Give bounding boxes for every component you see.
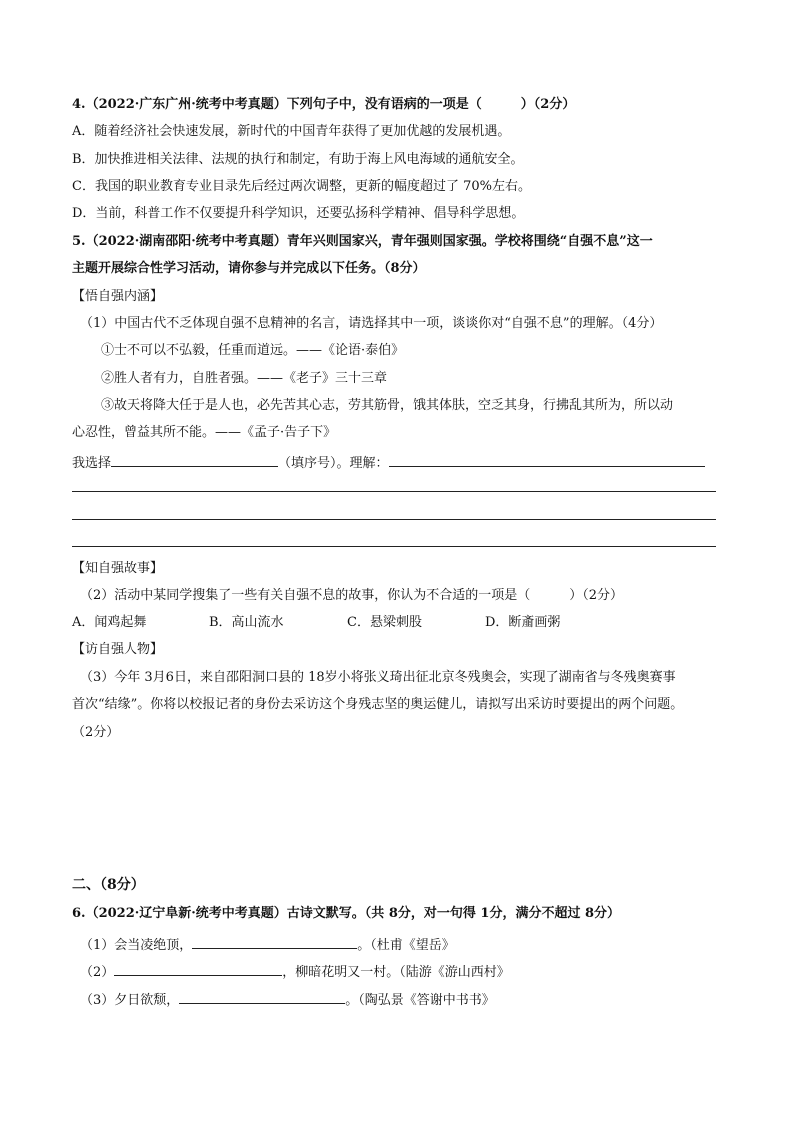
- understanding-blank[interactable]: [389, 452, 705, 467]
- sub3-line3: （2分）: [72, 725, 120, 740]
- sub2-prompt: （2）活动中某同学搜集了一些有关自强不息的故事，你认为不合适的一项是（ ）（2分）: [80, 588, 624, 603]
- choice-row: [72, 452, 705, 473]
- sub1-prompt: （1）中国古代不乏体现自强不息精神的名言，请选择其中一项，谈谈你对“自强不息”的理解。（4分）: [80, 316, 663, 331]
- answer-line-2[interactable]: [72, 519, 716, 520]
- q6-item-1-prefix: （1）会当凌绝顶，: [80, 938, 193, 953]
- sub2-option-a: A．闻鸡起舞: [72, 615, 147, 630]
- q5-stem-line2: 主题开展综合性学习活动，请你参与并完成以下任务。（8分）: [72, 261, 426, 276]
- choice-label: 我选择: [72, 456, 112, 471]
- q6-item-1: [80, 934, 455, 955]
- quote-3: ③故天将降大任于是人也，必先苦其心志，劳其筋骨，饿其体肤，空乏其身，行拂乱其所为，所以动: [101, 398, 674, 413]
- q4-option-a: A．随着经济社会快速发展，新时代的中国青年获得了更加优越的发展机遇。: [72, 124, 511, 139]
- quote-3-continuation: 心忍性，曾益其所不能。——《孟子·告子下》: [72, 425, 337, 440]
- q5-stem-line1: 5.（2022·湖南邵阳·统考中考真题）青年兴则国家兴，青年强则国家强。学校将围绕“自强不息”这一: [72, 234, 653, 249]
- q6-item-2-blank[interactable]: [114, 961, 282, 976]
- q6-item-3-suffix: 。（陶弘景《答谢中书书》: [345, 993, 495, 1008]
- choice-mid-label: （填序号）。理解：: [278, 456, 389, 471]
- q6-stem: 6.（2022·辽宁阜新·统考中考真题）古诗文默写。（共 8分，对一句得 1分，满分不超过 8分）: [72, 906, 621, 921]
- answer-line-3[interactable]: [72, 546, 716, 547]
- sub2-options: [72, 614, 560, 632]
- q4-option-b: B．加快推进相关法律、法规的执行和制定，有助于海上风电海域的通航安全。: [72, 152, 524, 167]
- q6-item-1-blank[interactable]: [192, 934, 357, 949]
- q6-item-3-blank[interactable]: [179, 989, 345, 1004]
- q6-item-1-suffix: 。（杜甫《望岳》: [357, 938, 455, 953]
- sub3-line2: 首次“结缘”。你将以校报记者的身份去采访这个身残志坚的奥运健儿，请拟写出采访时要提出的两个问题。: [72, 697, 684, 712]
- section-title-inner-meaning: 【悟自强内涵】: [72, 289, 164, 304]
- section-title-stories: 【知自强故事】: [72, 561, 164, 576]
- q4-option-c: C．我国的职业教育专业目录先后经过两次调整，更新的幅度超过了 70%左右。: [72, 179, 531, 194]
- quote-2: ②胜人者有力，自胜者强。——《老子》三十三章: [101, 371, 388, 386]
- choice-number-blank[interactable]: [111, 452, 278, 467]
- answer-line-1[interactable]: [72, 491, 716, 492]
- sub2-option-d: D．断齑画粥: [485, 615, 561, 630]
- q6-item-3-prefix: （3）夕日欲颓，: [80, 993, 180, 1008]
- section-title-people: 【访自强人物】: [72, 642, 164, 657]
- quote-1: ①士不可以不弘毅，任重而道远。——《论语·泰伯》: [101, 343, 405, 358]
- sub2-option-c: C．悬梁刺股: [347, 615, 422, 630]
- q6-item-2: [80, 961, 510, 982]
- sub2-option-b: B．高山流水: [209, 615, 284, 630]
- q4-option-d: D．当前，科普工作不仅要提升科学知识，还要弘扬科学精神、倡导科学思想。: [72, 206, 525, 221]
- q4-stem: 4.（2022·广东广州·统考中考真题）下列句子中，没有语病的一项是（ ）（2分）: [72, 97, 576, 112]
- q6-item-3: [80, 989, 495, 1010]
- sub3-line1: （3）今年 3月6日，来自邵阳洞口县的 18岁小将张义琦出征北京冬残奥会，实现了湖南省与冬残奥赛事: [80, 670, 676, 685]
- part2-heading: 二、（8分）: [72, 877, 145, 893]
- q6-item-2-prefix: （2）: [80, 965, 115, 980]
- q6-item-2-suffix: ，柳暗花明又一村。（陆游《游山西村》: [282, 965, 510, 980]
